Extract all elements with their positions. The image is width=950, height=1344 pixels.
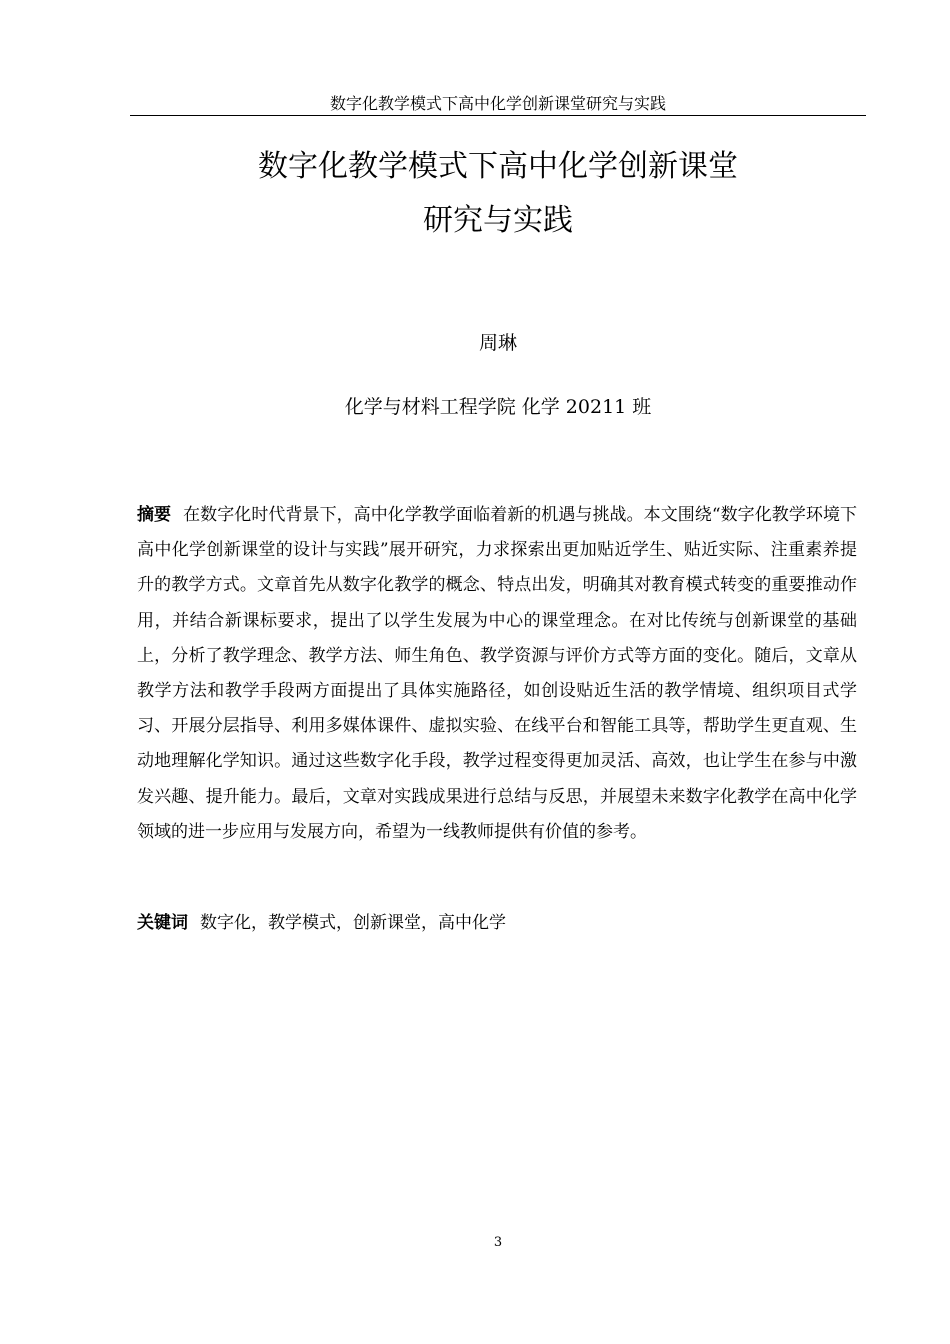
page-number: 3 (493, 1235, 503, 1250)
abstract-paragraph (137, 498, 857, 850)
running-header: 数字化教学模式下高中化学创新课堂研究与实践 (329, 94, 666, 113)
paper-title (130, 140, 866, 248)
author-name: 周琳 (478, 332, 517, 354)
keywords-text: 数字化，教学模式，创新课堂，高中化学 (200, 913, 506, 933)
paper-title-line-1: 数字化教学模式下高中化学创新课堂 (258, 149, 738, 184)
keywords-label: 关键词 (137, 913, 188, 933)
paper-title-line-2: 研究与实践 (423, 203, 573, 238)
author-affiliation: 化学与材料工程学院 化学 20211 班 (344, 396, 652, 418)
header-rule (130, 115, 866, 116)
abstract-label: 摘要 (137, 505, 172, 525)
abstract-text: 在数字化时代背景下，高中化学教学面临着新的机遇与挑战。本文围绕“数字化教学环境下高中化学创新课堂的设计与实践”展开研究，力求探索出更加贴近学生、贴近实际、注重素养提升的教学方式。文章首先从数字化教学的概念、特点出发，明确其对教育模式转变的重要推动作用，并结合新课标要求，提出了以学生发展为中心的课堂理念。在对比传统与创新课堂的基础上，分析了教学理念、教学方法、师生角色、教学资源与评价方式等方面的变化。随后，文章从教学方法和教学手段两方面提出了具体实施路径，如创设贴近生活的教学情境、组织项目式学习、开展分层指导、利用多媒体课件、虚拟实验、在线平台和智能工具等，帮助学生更直观、生动地理解化学知识。通过这些数字化手段，教学过程变得更加灵活、高效，也让学生在参与中激发兴趣、提升能力。最后，文章对实践成果进行总结与反思，并展望未来数字化教学在高中化学领域的进一步应用与发展方向，希望为一线教师提供有价值的参考。 (137, 505, 857, 842)
keywords-paragraph (137, 906, 857, 941)
